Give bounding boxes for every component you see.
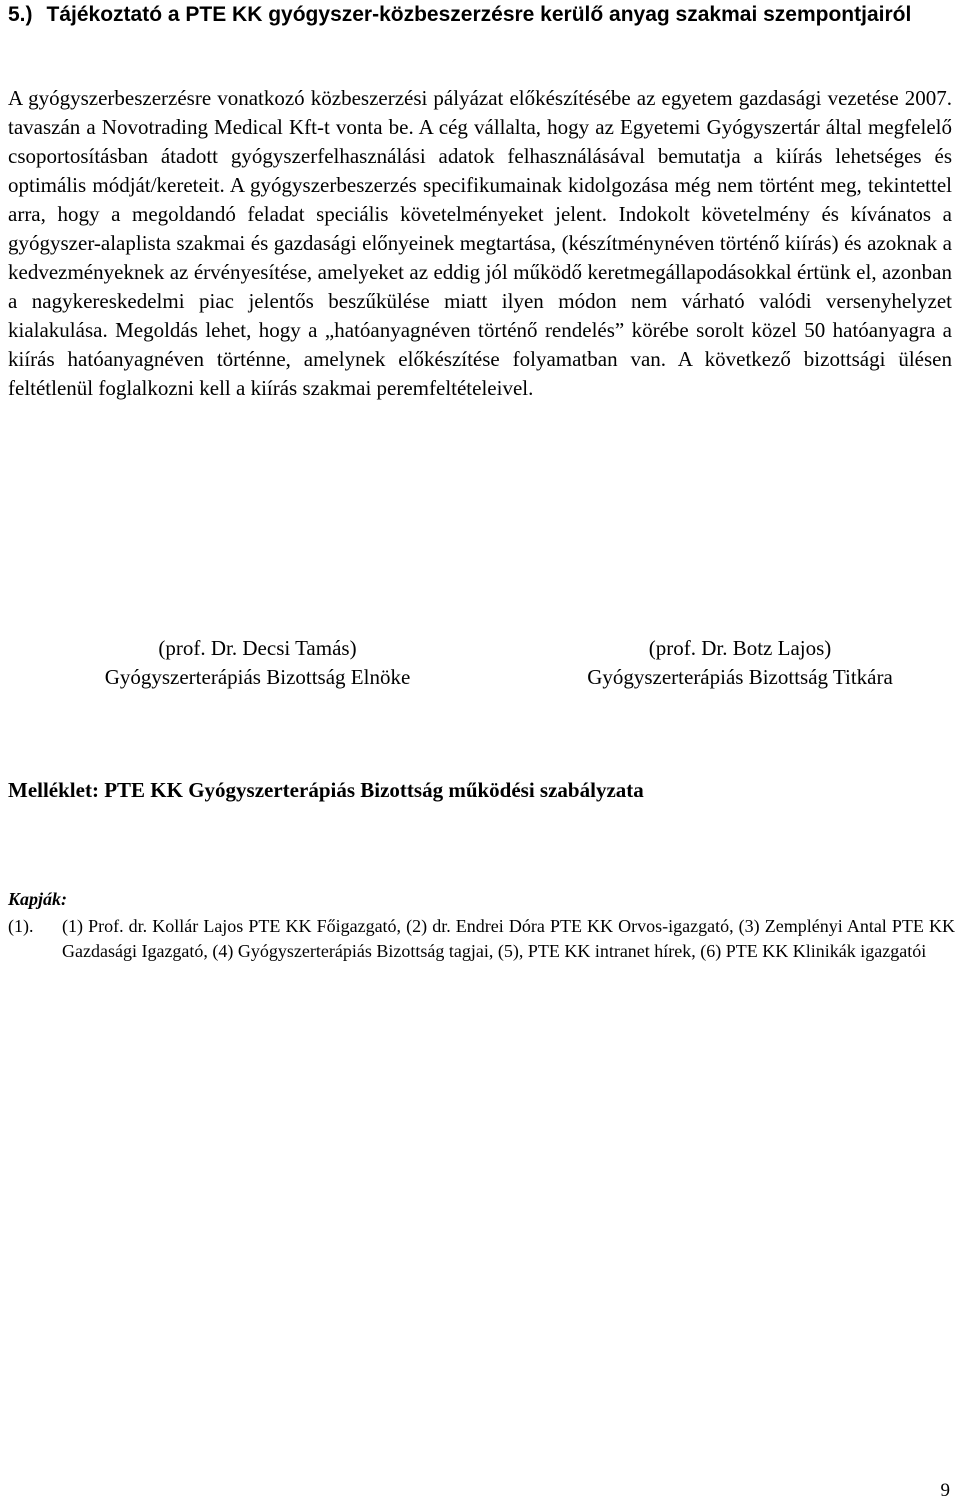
recipients-marker: (1). [8,916,34,936]
page-number: 9 [940,1480,950,1501]
signature-left-role: Gyógyszerterápiás Bizottság Elnöke [104,665,411,689]
section-heading [8,0,952,29]
section-number: 5.) [8,3,33,26]
signature-right-name: (prof. Dr. Botz Lajos) [648,636,832,660]
attachment-line: Melléklet: PTE KK Gyógyszerterápiás Bizottság működési szabályzata [8,778,644,802]
recipients-title: Kapják: [8,889,68,909]
signature-right-role: Gyógyszerterápiás Bizottság Titkára [587,665,893,689]
signature-left-name: (prof. Dr. Decsi Tamás) [158,636,357,660]
signature-left [40,634,475,692]
section-title: Tájékoztató a PTE KK gyógyszer-közbeszerzésre kerülő anyag szakmai szempontjairól [46,3,912,26]
body-paragraph: A gyógyszerbeszerzésre vonatkozó közbeszerzési pályázat előkészítésébe az egyetem gazdasági vezetése 2007. tavaszán a Novotrading Medical Kft-t vonta be. A cég vállalta, hogy az Egyetemi Gyógyszertár által megfelelő csoportosításban átadott gyógyszerfelhasználási adatok felhasználásával bemutatja a kiírás lehetséges és optimális módját/kereteit. A gyógyszerbeszerzés specifikumainak kidolgozása még nem történt meg, tekintettel arra, hogy a megoldandó feladat speciális követelményeket jelent. Indokolt követelmény és kívánatos a gyógyszer-alaplista szakmai és gazdasági előnyeinek megtartása, (készítménynéven történő kiírás) és azoknak a kedvezményeknek az érvényesítése, amelyeket az eddig jól működő keretmegállapodásokkal értünk el, azonban a nagykereskedelmi piac jelentős beszűkülése miatt ilyen módon nem várható valódi versenyhelyzet kialakulása. Megoldás lehet, hogy a „hatóanyagnéven történő rendelés” körébe sorolt közel 50 hatóanyagra a kiírás hatóanyagnéven történne, amelynek előkészítése folyamatban van. A következő bizottsági ülésen feltétlenül foglalkozni kell a kiírás szakmai peremfeltételeivel. [8,86,952,400]
recipients-text: (1) Prof. dr. Kollár Lajos PTE KK Főigazgató, (2) dr. Endrei Dóra PTE KK Orvos-igazgató, (3) Zemplényi Antal PTE KK Gazdasági Igazgató, (4) Gyógyszerterápiás Bizottság tagjai, (5), PTE KK intranet hírek, (6) PTE KK Klinikák igazgatói [62,916,955,961]
signature-right [520,634,960,692]
